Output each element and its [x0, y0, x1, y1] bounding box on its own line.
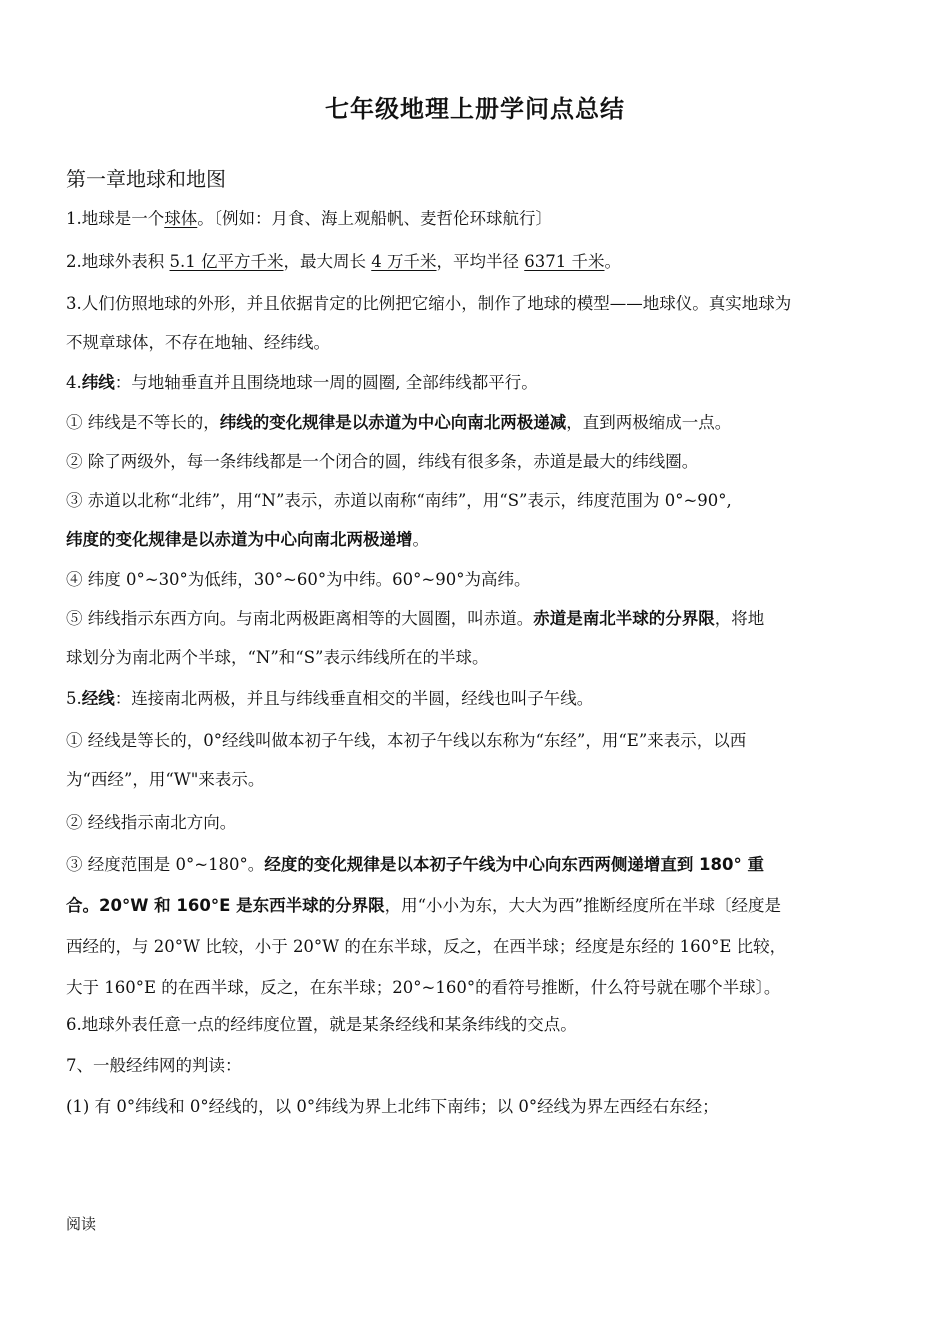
paragraph-12: ② 经线指示南北方向。 [66, 813, 237, 832]
bold-term: 合。20°W 和 160°E 是东西半球的分界限 [66, 896, 385, 915]
bold-term: 经度的变化规律是以本初子午线为中心向东西两侧递增直到 180° 重 [264, 855, 764, 874]
paragraph-5: ① 纬线是不等长的，纬线的变化规律是以赤道为中心向南北两极递减，直到两极缩成一点。 [66, 413, 732, 432]
bold-term: 纬度的变化规律是以赤道为中心向南北两极递增 [66, 530, 413, 549]
bold-term: 纬线 [81, 373, 115, 392]
underlined-term: 5.1 亿平方千米 [169, 252, 284, 271]
chapter-heading: 第一章地球和地图 [66, 167, 226, 191]
paragraph-4: 4.纬线：与地轴垂直并且围绕地球一周的圆圈, 全部纬线都平行。 [66, 373, 538, 392]
page-footer: 阅读 [66, 1215, 97, 1233]
paragraph-16: (1) 有 0°纬线和 0°经线的，以 0°纬线为界上北纬下南纬；以 0°经线为界左西经右东经； [66, 1097, 719, 1116]
bold-term: 纬线的变化规律是以赤道为中心向南北两极递减 [219, 413, 567, 432]
paragraph-3: 3.人们仿照地球的外形，并且依据肯定的比例把它缩小，制作了地球的模型——地球仪。真实地球为 不规章球体，不存在地轴、经纬线。 [66, 294, 792, 352]
paragraph-9: ⑤ 纬线指示东西方向。与南北两极距离相等的大圆圈，叫赤道。赤道是南北半球的分界限，将地 球划分为南北两个半球，“N”和“S”表示纬线所在的半球。 [66, 609, 765, 667]
page-title: 七年级地理上册学问点总结 [325, 95, 625, 123]
paragraph-15: 7、一般经纬网的判读： [66, 1056, 242, 1075]
underlined-term: 4 万千米 [371, 252, 437, 271]
paragraph-7: ③ 赤道以北称“北纬”，用“N”表示，赤道以南称“南纬”，用“S”表示，纬度范围为 0°~90°, 纬度的变化规律是以赤道为中心向南北两极递增。 [66, 491, 732, 549]
paragraph-8: ④ 纬度 0°~30°为低纬，30°~60°为中纬。60°~90°为高纬。 [66, 570, 531, 589]
paragraph-13: ③ 经度范围是 0°~180°。经度的变化规律是以本初子午线为中心向东西两侧递增直到 180° 重 合。20°W 和 160°E 是东西半球的分界限，用“小小为东，大大为西”推断经度所在半球〔经度是 西经的，与 20°W 比较，小于 20°W 的在东半球，反之，在西半球；经度是东经的 160°E 比较， 大于 160°E 的在西半球，反之，在东半球；20°~160°的看符号推断，什么符号就在哪个半球〕。 [66, 855, 787, 997]
paragraph-14: 6.地球外表任意一点的经纬度位置，就是某条经线和某条纬线的交点。 [66, 1015, 577, 1034]
underlined-term: 6371 千米 [524, 252, 605, 271]
paragraph-11: ① 经线是等长的，0°经线叫做本初子午线，本初子午线以东称为“东经”，用“E”来表示，以西 为“西经”，用“W"来表示。 [66, 731, 747, 789]
bold-term: 赤道是南北半球的分界限 [533, 609, 715, 628]
underlined-term: 球体 [164, 209, 198, 228]
paragraph-2: 2.地球外表积 5.1 亿平方千米，最大周长 4 万千米，平均半径 6371 千米。 [66, 252, 621, 271]
bold-term: 经线 [81, 689, 115, 708]
paragraph-1: 1.地球是一个球体。〔例如：月食、海上观船帆、麦哲伦环球航行〕 [66, 209, 552, 228]
paragraph-10: 5.经线：连接南北两极，并且与纬线垂直相交的半圆，经线也叫子午线。 [66, 689, 594, 708]
paragraph-6: ② 除了两级外，每一条纬线都是一个闭合的圆，纬线有很多条，赤道是最大的纬线圈。 [66, 452, 699, 471]
